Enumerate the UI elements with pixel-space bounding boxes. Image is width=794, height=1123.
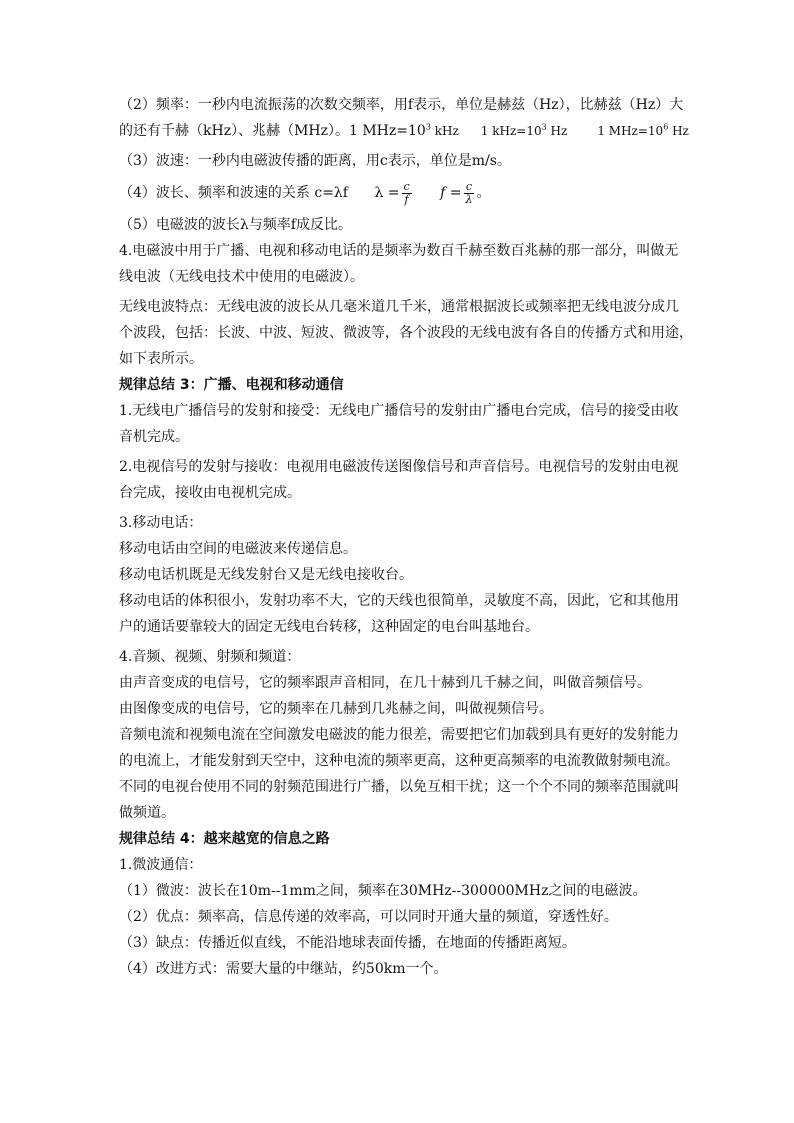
text-line: 移动电话机既是无线发射台又是无线电接收台。 (119, 567, 413, 583)
text-line: 1.无线电广播信号的发射和接受：无线电广播信号的发射由广播电台完成，信号的接受由收 (119, 403, 679, 419)
text-line: （3）缺点：传播近似直线，不能沿地球表面传播，在地面的传播距离短。 (119, 935, 576, 951)
text-line: （2）优点：频率高，信息传递的效率高，可以同时开通大量的频道，穿透性好。 (119, 909, 618, 925)
relation-formula-line (119, 174, 679, 212)
text-line: 1.微波通信： (119, 857, 203, 873)
document-page (119, 92, 693, 982)
f-equals: f = (440, 185, 462, 201)
units-text: Hz (546, 124, 568, 138)
text-line: 3.移动电话： (119, 515, 203, 531)
units-text: kHz (430, 124, 459, 138)
text-line: 不同的电视台使用不同的射频范围进行广播，以免互相干扰；这一个个不同的频率范围就叫 (119, 779, 679, 795)
units-text: 的还有千赫（kHz）、兆赫（MHz）。1 MHz=10 (119, 123, 426, 139)
frequency-units-line (119, 118, 689, 144)
text-line: 无线电波特点：无线电波的波长从几毫米道几千米，通常根据波长或频率把无线电波分成几 (119, 299, 679, 315)
text-line: 台完成，接收由电视机完成。 (119, 485, 301, 501)
section-heading-3: 规律总结 3：广播、电视和移动通信 (119, 377, 344, 393)
text-line: 音频电流和视频电流在空间激发电磁波的能力很差，需要把它们加载到具有更好的发射能力 (119, 727, 679, 743)
lambda-equals: λ = (374, 185, 400, 201)
fraction-c-over-lambda: $\frac{c}{\lambda}$ (465, 179, 473, 206)
fraction-c-over-f: $\frac{c}{f}$ (403, 179, 410, 206)
units-text: 1 kHz=10 (480, 124, 542, 138)
units-text: 1 MHz=10 (597, 124, 664, 138)
text-line: 移动电话由空间的电磁波来传递信息。 (119, 541, 357, 557)
inverse-relation-line: （5）电磁波的波长λ与频率f成反比。 (119, 217, 352, 233)
exponent: 3 (425, 122, 431, 132)
text-line: 如下表所示。 (119, 351, 203, 367)
text-line: 由图像变成的电信号，它的频率在几赫到几兆赫之间，叫做视频信号。 (119, 701, 553, 717)
text-line: 音机完成。 (119, 429, 189, 445)
frequency-definition-line: （2）频率：一秒内电流振荡的次数交频率，用f表示，单位是赫兹（Hz），比赫兹（Hz）大 (119, 97, 684, 113)
text-line: （4）改进方式：需要大量的中继站，约50km一个。 (119, 961, 448, 977)
text-line: 个波段，包括：长波、中波、短波、微波等，各个波段的无线电波有各自的传播方式和用途， (119, 325, 693, 341)
period: 。 (476, 185, 491, 201)
exponent: 6 (663, 122, 669, 132)
text-line: 户的通话要靠较大的固定无线电台转移，这种固定的电台叫基地台。 (119, 619, 539, 635)
section-heading-4: 规律总结 4：越来越宽的信息之路 (119, 831, 330, 847)
exponent: 3 (541, 122, 547, 132)
text-line: 移动电话的体积很小，发射功率不大，它的天线也很简单，灵敏度不高，因此，它和其他用 (119, 593, 679, 609)
units-text: Hz (668, 124, 689, 138)
text-line: 4.电磁波中用于广播、电视和移动电话的是频率为数百千赫至数百兆赫的那一部分，叫做无 (119, 243, 679, 259)
text-line: 由声音变成的电信号，它的频率跟声音相同，在几十赫到几千赫之间，叫做音频信号。 (119, 675, 651, 691)
wave-speed-line: （3）波速：一秒内电磁波传播的距离，用c表示，单位是m/s。 (119, 153, 511, 169)
text-line: 线电波（无线电技术中使用的电磁波）。 (119, 269, 364, 285)
text-line: 2.电视信号的发射与接收：电视用电磁波传送图像信号和声音信号。电视信号的发射由电视 (119, 459, 679, 475)
text-line: 的电流上，才能发射到天空中，这种电流的频率更高，这种更高频率的电流教做射频电流。 (119, 753, 679, 769)
relation-text: （4）波长、频率和波速的关系 c=λf (119, 185, 348, 201)
text-line: 4.音频、视频、射频和频道： (119, 649, 301, 665)
text-line: 做频道。 (119, 805, 175, 821)
text-line: （1）微波：波长在10m--1mm之间，频率在30MHz--300000MHz之间的电磁波。 (119, 883, 647, 899)
